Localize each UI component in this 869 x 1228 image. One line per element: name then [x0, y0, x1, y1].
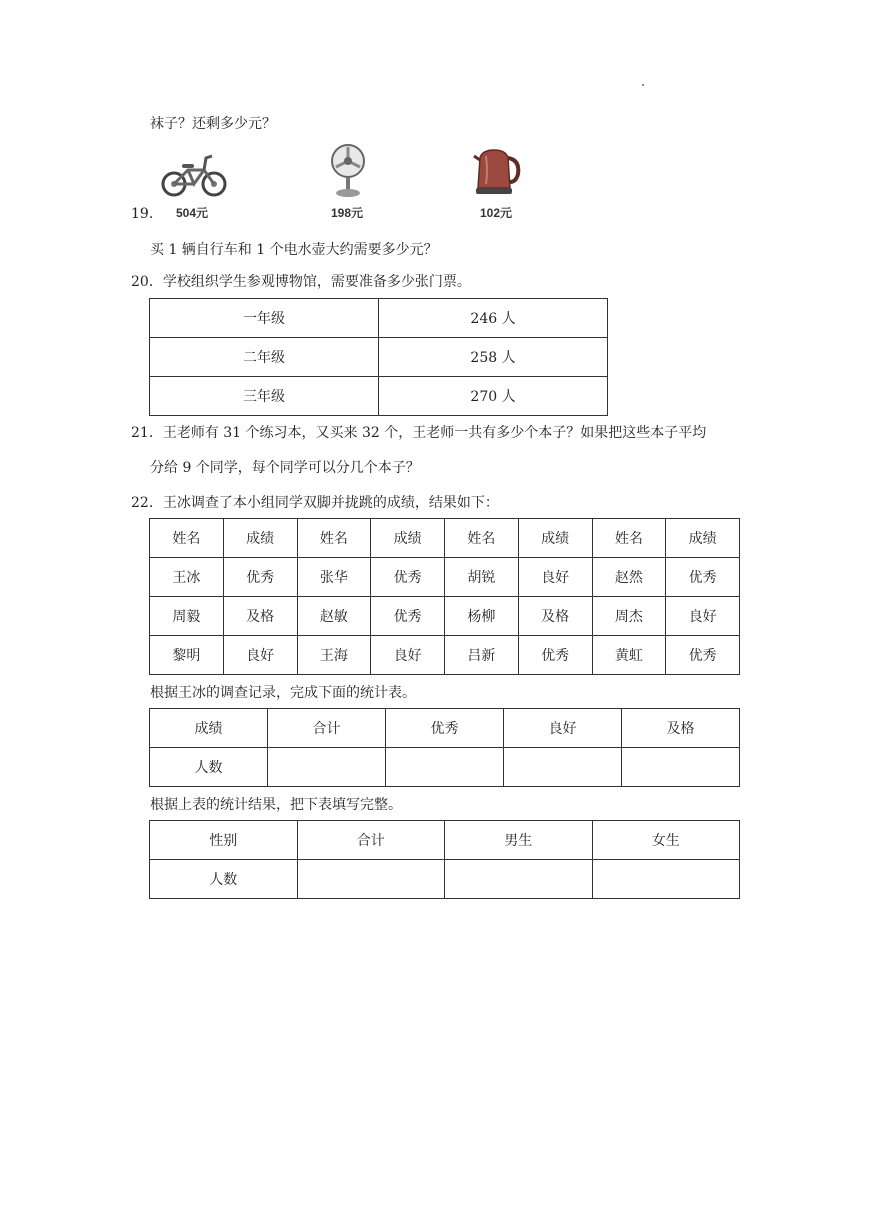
kettle-price: 102元	[480, 206, 513, 220]
table-cell: 人数	[150, 860, 298, 899]
bicycle-icon	[160, 148, 228, 198]
table-cell: 张华	[297, 558, 371, 597]
grade-cell: 一年级	[150, 299, 379, 338]
table-cell: 优秀	[666, 636, 740, 675]
table-header-cell: 姓名	[297, 519, 371, 558]
table-header-cell: 姓名	[445, 519, 519, 558]
table-row	[150, 748, 740, 787]
answer-cell[interactable]	[386, 748, 504, 787]
table-row	[150, 519, 740, 558]
table-header-cell: 良好	[504, 709, 622, 748]
table-row	[150, 709, 740, 748]
table-cell: 良好	[666, 597, 740, 636]
table-row	[150, 299, 608, 338]
table-cell: 优秀	[371, 597, 445, 636]
table-row	[150, 338, 608, 377]
table-header-cell: 合计	[268, 709, 386, 748]
answer-cell[interactable]	[297, 860, 445, 899]
q22-instruction2: 根据上表的统计结果，把下表填写完整。	[150, 797, 402, 813]
table-header-cell: 成绩	[150, 709, 268, 748]
table-cell: 及格	[518, 597, 592, 636]
grade-cell: 三年级	[150, 377, 379, 416]
answer-cell[interactable]	[504, 748, 622, 787]
q22-text: 22．王冰调查了本小组同学双脚并拢跳的成绩，结果如下：	[131, 495, 499, 511]
q21-line2: 分给 9 个同学，每个同学可以分几个本子？	[150, 460, 420, 476]
table-header-cell: 成绩	[666, 519, 740, 558]
q19-number: 19.	[131, 206, 154, 222]
table-header-cell: 姓名	[592, 519, 666, 558]
table-header-cell: 合计	[297, 821, 445, 860]
q22-instruction1: 根据王冰的调查记录，完成下面的统计表。	[150, 685, 416, 701]
table-cell: 赵敏	[297, 597, 371, 636]
fan-price: 198元	[331, 206, 364, 220]
table-cell: 王冰	[150, 558, 224, 597]
table-cell: 黄虹	[592, 636, 666, 675]
table-header-cell: 成绩	[518, 519, 592, 558]
table-header-cell: 及格	[622, 709, 740, 748]
table-header-cell: 女生	[592, 821, 740, 860]
table-cell: 及格	[223, 597, 297, 636]
page-dot	[642, 84, 644, 86]
table-cell: 优秀	[666, 558, 740, 597]
table-cell: 杨柳	[445, 597, 519, 636]
electric-fan-icon	[326, 143, 370, 199]
answer-cell[interactable]	[445, 860, 593, 899]
answer-cell[interactable]	[622, 748, 740, 787]
table-cell: 王海	[297, 636, 371, 675]
bicycle-price: 504元	[176, 206, 209, 220]
table-header-cell: 成绩	[223, 519, 297, 558]
table-row	[150, 558, 740, 597]
table-cell: 胡锐	[445, 558, 519, 597]
q20-table	[149, 298, 608, 416]
table-cell: 黎明	[150, 636, 224, 675]
q21-line1: 21．王老师有 31 个练习本，又买来 32 个，王老师一共有多少个本子？如果把这些本子平均	[131, 425, 707, 441]
table-cell: 优秀	[223, 558, 297, 597]
table-cell: 人数	[150, 748, 268, 787]
table-header-cell: 男生	[445, 821, 593, 860]
table-header-cell: 优秀	[386, 709, 504, 748]
table-cell: 周杰	[592, 597, 666, 636]
gender-table	[149, 820, 740, 899]
table-cell: 优秀	[518, 636, 592, 675]
table-cell: 优秀	[371, 558, 445, 597]
count-cell: 258 人	[379, 338, 608, 377]
answer-cell[interactable]	[268, 748, 386, 787]
table-header-cell: 性别	[150, 821, 298, 860]
table-cell: 吕新	[445, 636, 519, 675]
table-cell: 赵然	[592, 558, 666, 597]
q22-records-table	[149, 518, 740, 675]
table-header-cell: 成绩	[371, 519, 445, 558]
count-cell: 270 人	[379, 377, 608, 416]
table-cell: 周毅	[150, 597, 224, 636]
table-row	[150, 377, 608, 416]
answer-cell[interactable]	[592, 860, 740, 899]
q20-text: 20．学校组织学生参观博物馆，需要准备多少张门票。	[131, 274, 471, 290]
table-cell: 良好	[371, 636, 445, 675]
q19-question: 买 1 辆自行车和 1 个电水壶大约需要多少元？	[150, 242, 438, 258]
stats-table	[149, 708, 740, 787]
table-row	[150, 860, 740, 899]
table-row	[150, 597, 740, 636]
table-cell: 良好	[223, 636, 297, 675]
table-cell: 良好	[518, 558, 592, 597]
grade-cell: 二年级	[150, 338, 379, 377]
table-row	[150, 636, 740, 675]
table-row	[150, 821, 740, 860]
electric-kettle-icon	[472, 146, 524, 196]
count-cell: 246 人	[379, 299, 608, 338]
q18-tail-text: 袜子？还剩多少元？	[150, 116, 276, 132]
table-header-cell: 姓名	[150, 519, 224, 558]
